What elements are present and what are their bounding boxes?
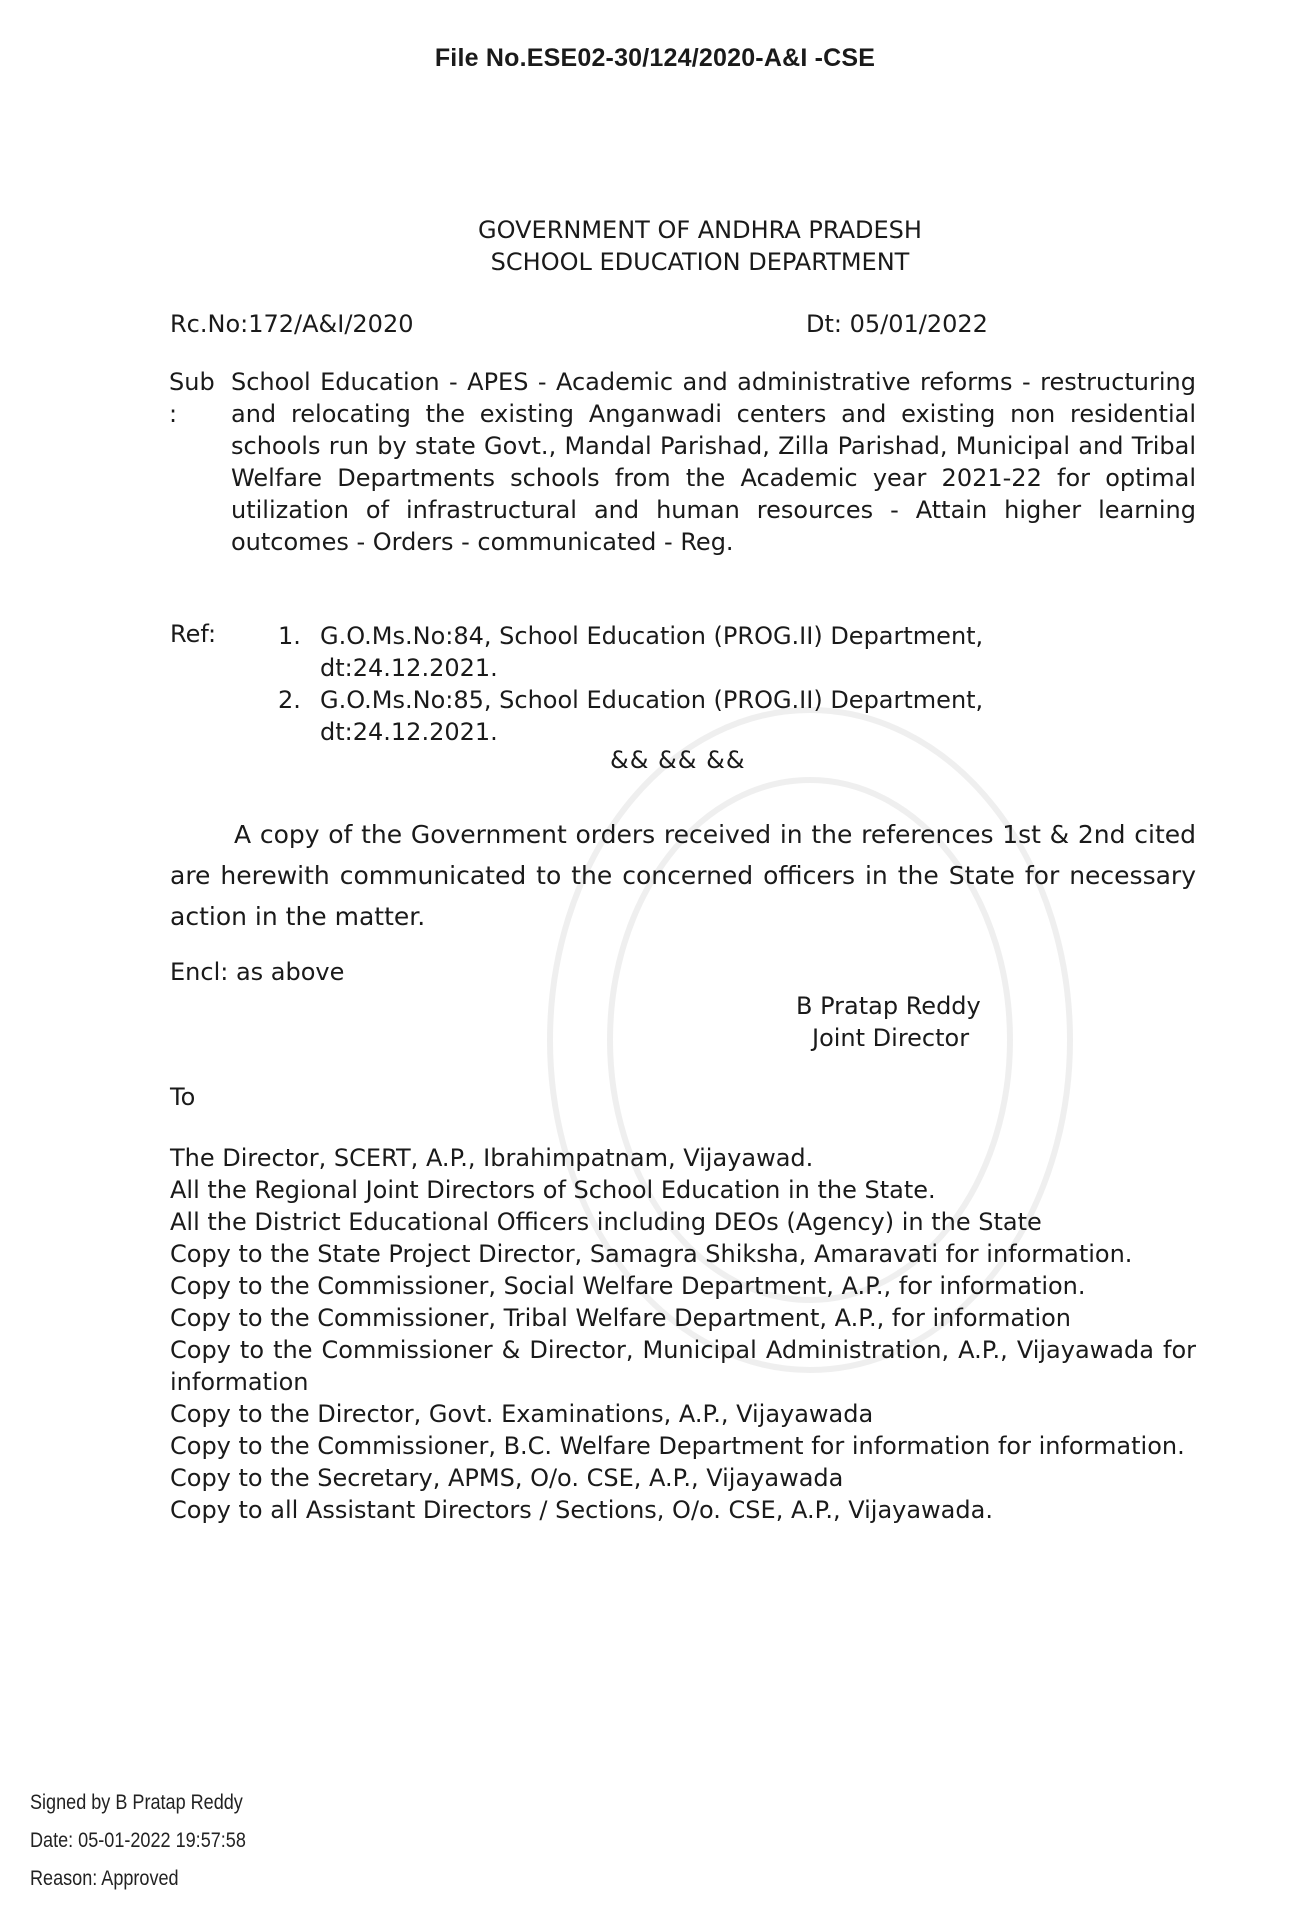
- reference-title: G.O.Ms.No:85, School Education (PROG.II) Department,: [320, 686, 984, 714]
- department-heading: SCHOOL EDUCATION DEPARTMENT: [490, 248, 910, 276]
- reference-date: dt:24.12.2021.: [320, 718, 498, 746]
- recipient-line: Copy to the Commissioner, B.C. Welfare Department for information for information.: [170, 1432, 1185, 1460]
- recipient-line: All the Regional Joint Directors of School Education in the State.: [170, 1176, 936, 1204]
- signed-date: Date: 05-01-2022 19:57:58: [30, 1829, 246, 1852]
- recipient-line: Copy to all Assistant Directors / Sections, O/o. CSE, A.P., Vijayawada.: [170, 1496, 993, 1524]
- reference-date: dt:24.12.2021.: [320, 654, 498, 682]
- reference-number: 1.: [278, 622, 301, 650]
- signed-reason: Reason: Approved: [30, 1867, 179, 1890]
- recipient-line: Copy to the Secretary, APMS, O/o. CSE, A.P., Vijayawada: [170, 1464, 844, 1492]
- enclosure-note: Encl: as above: [170, 958, 345, 986]
- rc-number: Rc.No:172/A&I/2020: [170, 310, 414, 338]
- signatory-name: B Pratap Reddy: [796, 992, 981, 1020]
- signature-block: [796, 990, 981, 1054]
- section-separator: && && &&: [610, 746, 746, 774]
- reference-number: 2.: [278, 686, 301, 714]
- subject-label: Sub :: [169, 368, 215, 428]
- body-paragraph: A copy of the Government orders received in the references 1st & 2nd cited are herewith communicated to the concerned officers in the State for necessary action in the matter.: [170, 820, 1196, 931]
- signed-by: Signed by B Pratap Reddy: [30, 1791, 243, 1814]
- government-heading: GOVERNMENT OF ANDHRA PRADESH: [478, 216, 922, 244]
- digital-signature-stamp: [30, 1784, 246, 1898]
- recipient-line: All the District Educational Officers including DEOs (Agency) in the State: [170, 1208, 1042, 1236]
- to-label: To: [170, 1083, 196, 1111]
- signatory-designation: Joint Director: [812, 1024, 970, 1052]
- reference-label: Ref:: [170, 620, 217, 648]
- recipient-line: Copy to the Commissioner & Director, Municipal Administration, A.P., Vijayawada for information: [170, 1336, 1196, 1396]
- reference-item: [278, 620, 1098, 684]
- recipient-list: [170, 1142, 1196, 1526]
- reference-item: [278, 684, 1098, 748]
- file-number: File No.ESE02-30/124/2020-A&I -CSE: [434, 44, 876, 72]
- reference-list: [278, 620, 1098, 748]
- recipient-line: Copy to the Commissioner, Social Welfare Department, A.P., for information.: [170, 1272, 1086, 1300]
- recipient-line: Copy to the Commissioner, Tribal Welfare Department, A.P., for information: [170, 1304, 1072, 1332]
- letter-date: Dt: 05/01/2022: [806, 310, 988, 338]
- recipient-line: The Director, SCERT, A.P., Ibrahimpatnam, Vijayawad.: [170, 1144, 814, 1172]
- subject-text: School Education - APES - Academic and administrative reforms - restructuring and relocating the existing Anganwadi centers and existing non residential schools run by state Govt., Mandal Parishad, Zilla Parishad, Municipal and Tribal Welfare Departments schools from the Academic year 2021-22 for optimal utilization of infrastructural and human resources - Attain higher learning outcomes - Orders - communicated - Reg.: [231, 368, 1196, 556]
- recipient-line: Copy to the State Project Director, Samagra Shiksha, Amaravati for information.: [170, 1240, 1133, 1268]
- recipient-line: Copy to the Director, Govt. Examinations, A.P., Vijayawada: [170, 1400, 874, 1428]
- reference-title: G.O.Ms.No:84, School Education (PROG.II) Department,: [320, 622, 984, 650]
